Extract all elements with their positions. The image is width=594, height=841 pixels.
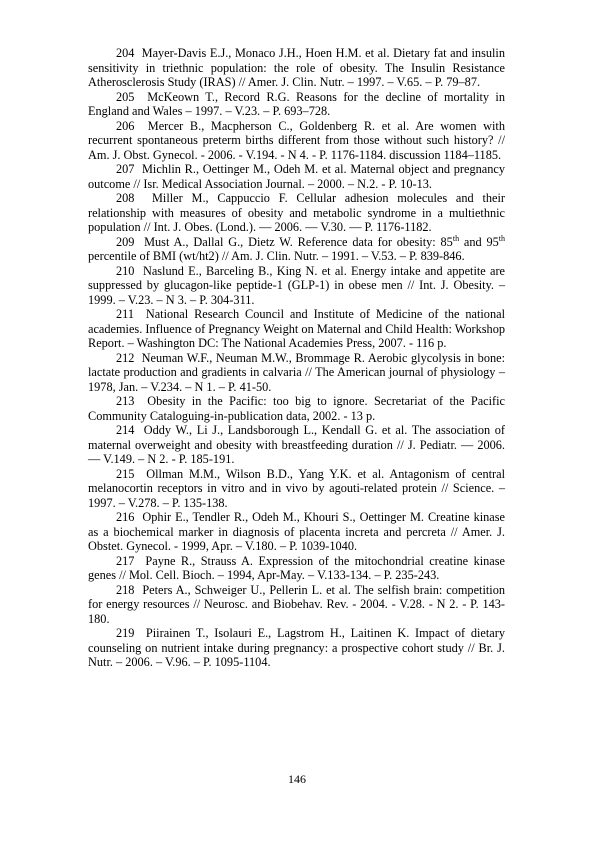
reference-number: 214 [116, 423, 135, 437]
reference-205 [88, 90, 505, 119]
reference-214 [88, 423, 505, 467]
reference-text: Piirainen T., Isolauri E., Lagstrom H., Laitinen K. Impact of dietary counseling on nutrient intake during pregnancy: a prospective cohort study // Br. J. Nutr. – 2006. – V.96. – P. 1095-1104. [88, 626, 505, 669]
reference-text: Michlin R., Oettinger M., Odeh M. et al. Maternal object and pregnancy outcome // Isr. Medical Association Journal. – 2000. – N.2. - P. 10-13. [88, 162, 505, 191]
reference-text: Ophir E., Tendler R., Odeh M., Khouri S., Oettinger M. Creatine kinase as a biochemical marker in diagnosis of placenta increta and percreta // Amer. J. Obstet. Gynecol. - 1999, Apr. – V.180. – P. 1039-1040. [88, 510, 505, 553]
reference-text: Obesity in the Pacific: too big to ignore. Secretariat of the Pacific Community Cataloguing-in-publication data, 2002. - 13 p. [88, 394, 506, 423]
reference-208 [88, 191, 505, 235]
reference-number: 215 [116, 466, 135, 481]
reference-text: Ollman M.M., Wilson B.D., Yang Y.K. et al. Antagonism of central melanocortin receptors in vitro and in vivo by agouti-related protein // Science. – 1997. – V.278. – P. 135-138. [88, 466, 505, 510]
reference-207 [88, 162, 505, 191]
reference-text: Oddy W., Li J., Landsborough L., Kendall G. et al. The association of maternal overweight and obesity with breastfeeding duration // J. Pediatr. — 2006. — V.149. – N 2. - P. 185-191. [88, 423, 505, 466]
reference-number: 212 [116, 350, 135, 365]
reference-number: 206 [116, 118, 135, 133]
reference-text: Miller M., Cappuccio F. Cellular adhesion molecules and their relationship with measures of obesity and metabolic syndrome in a multiethnic population // Int. J. Obes. (Lond.). — 2006. — V.30. — P. 1176-1182. [88, 191, 505, 234]
reference-text: McKeown T., Record R.G. Reasons for the decline of mortality in England and Wales – 1997. – V.23. – P. 693–728. [88, 89, 506, 118]
superscript: th [452, 233, 460, 243]
reference-number: 211 [116, 307, 134, 321]
reference-212 [88, 351, 505, 395]
reference-number: 204 [116, 46, 135, 60]
reference-number: 217 [116, 553, 135, 568]
reference-218 [88, 583, 505, 627]
reference-209 [88, 235, 505, 264]
reference-text: Mercer B., Macpherson C., Goldenberg R. et al. Are women with recurrent spontaneous preterm births different from those without such history? // Am. J. Obst. Gynecol. - 2006. - V.194. - N 4. - P. 1176-1184. discussion 1184–1185. [88, 118, 505, 162]
reference-number: 207 [116, 162, 135, 176]
reference-219 [88, 626, 505, 670]
reference-text: Mayer-Davis E.J., Monaco J.H., Hoen H.M. et al. Dietary fat and insulin sensitivity in triethnic population: the role of obesity. The Insulin Resistance Atherosclerosis Study (IRAS) // Amer. J. Clin. Nutr. – 1997. – V.65. – P. 79–87. [88, 46, 505, 89]
reference-text: Naslund E., Barceling B., King N. et al. Energy intake and appetite are suppressed by glucagon-like peptide-1 (GLP-1) in obese men // Int. J. Obesity. – 1999. – V.23. – N 3. – P. 304-311. [88, 263, 505, 307]
reference-number: 209 [116, 234, 135, 249]
reference-216 [88, 510, 505, 554]
reference-206 [88, 119, 505, 163]
reference-text: Payne R., Strauss A. Expression of the mitochondrial creatine kinase genes // Mol. Cell. Bioch. – 1994, Apr-May. – V.133-134. – P. 235-243. [88, 553, 505, 582]
reference-215 [88, 467, 505, 511]
reference-number: 219 [116, 626, 135, 640]
page-number: 146 [288, 772, 306, 786]
reference-text: percentile of BMI (wt/ht2) // Am. J. Clin. Nutr. – 1991. – V.53. – P. 839-846. [88, 249, 465, 263]
reference-213 [88, 394, 505, 423]
reference-number: 208 [116, 191, 135, 205]
reference-number: 213 [116, 394, 135, 408]
reference-text: and 95 [459, 234, 499, 249]
reference-text: Must A., Dallal G., Dietz W. Reference data for obesity: 85 [144, 234, 453, 249]
reference-210 [88, 264, 505, 308]
reference-211 [88, 307, 505, 351]
reference-number: 216 [116, 510, 135, 524]
reference-text: National Research Council and Institute of Medicine of the national academies. Influence of Pregnancy Weight on Maternal and Child Health: Workshop Report. – Washington DC: The National Academies Press, 2007. - 116 p. [88, 307, 505, 350]
reference-number: 218 [116, 582, 135, 597]
reference-text: Neuman W.F., Neuman M.W., Brommage R. Aerobic glycolysis in bone: lactate production and gradients in calvaria // The American journal of physiology – 1978, Jan. – V.234. – N 1. – P. 41-50. [88, 350, 505, 394]
reference-217 [88, 554, 505, 583]
reference-list [88, 46, 505, 670]
reference-text: Peters A., Schweiger U., Pellerin L. et al. The selfish brain: competition for energy resources // Neurosc. and Biobehav. Rev. - 2004. - V.28. - N 2. - P. 143-180. [88, 582, 505, 626]
reference-number: 210 [116, 263, 135, 278]
reference-number: 205 [116, 89, 135, 104]
superscript: th [498, 233, 506, 243]
reference-204 [88, 46, 505, 90]
